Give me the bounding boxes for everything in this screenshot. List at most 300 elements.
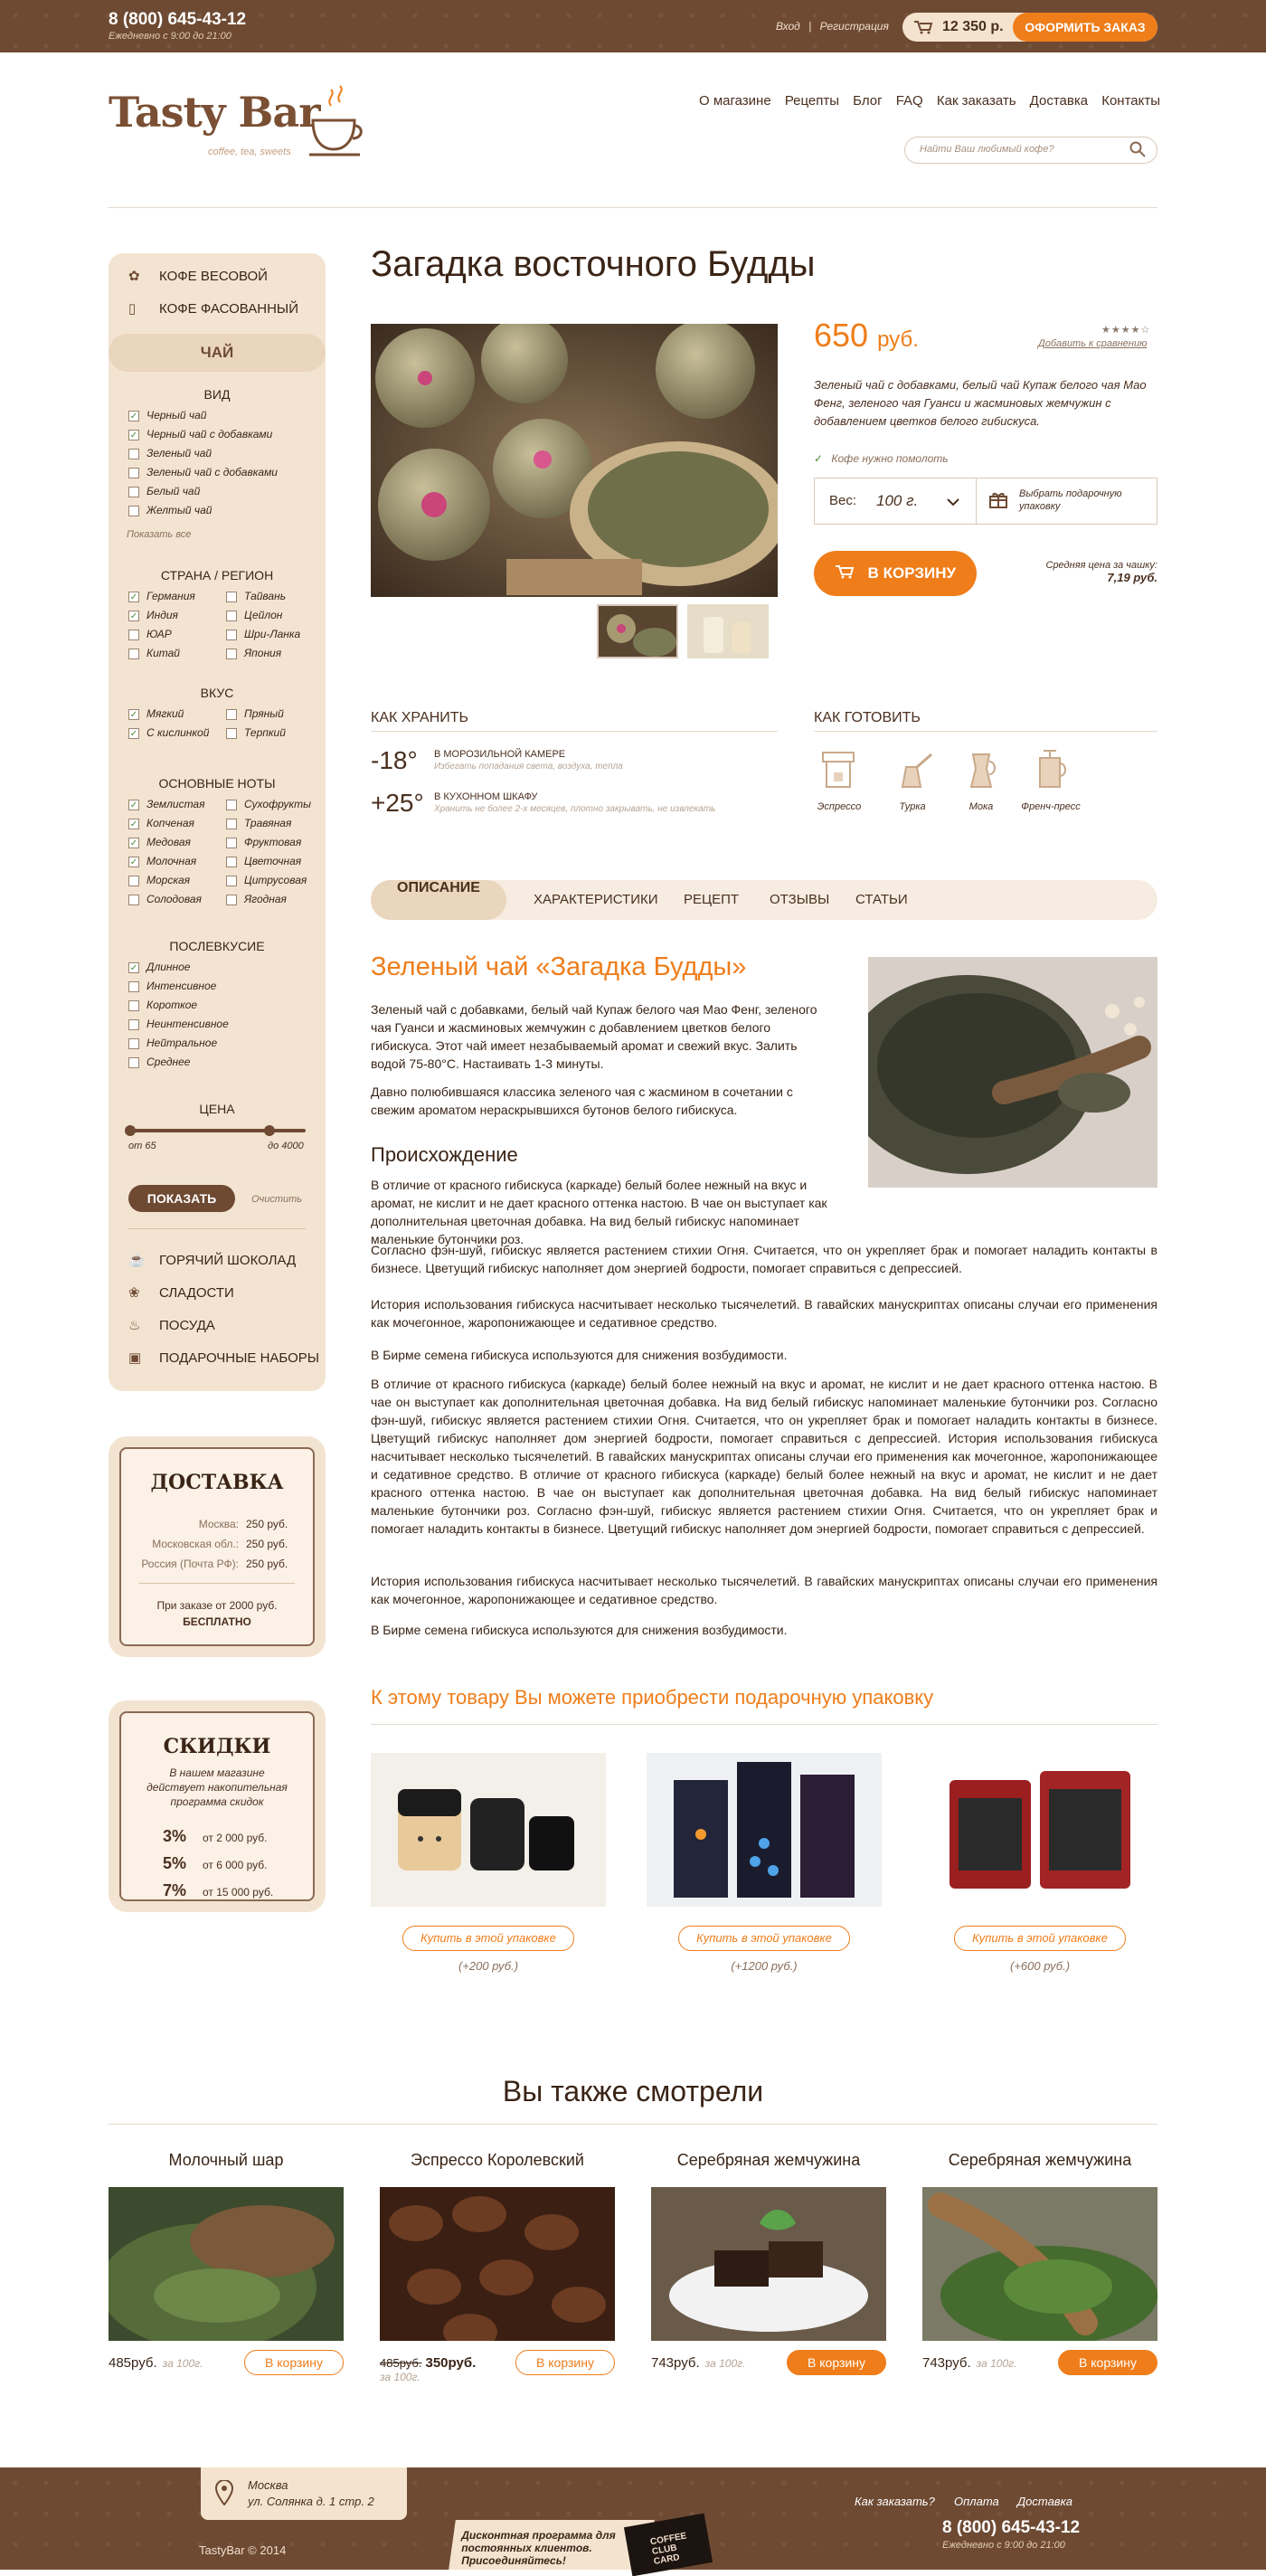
main-nav xyxy=(699,93,1160,113)
checkbox-checked-icon: ✓ xyxy=(129,819,138,829)
checkbox-empty-icon xyxy=(128,506,139,516)
nav-item-contacts[interactable]: Контакты xyxy=(1101,93,1160,109)
weight-divider xyxy=(976,478,977,524)
discounts-box-frame xyxy=(119,1711,315,1901)
filter-checkbox[interactable] xyxy=(226,590,286,602)
gift-icon: ▣ xyxy=(128,1350,142,1366)
sidebar-item-coffee-packed[interactable] xyxy=(128,300,298,317)
checkbox-empty-icon xyxy=(226,819,237,829)
filter-checkbox-label: Морская xyxy=(146,874,191,886)
description-title: Зеленый чай «Загадка Будды» xyxy=(371,952,747,981)
filter-checkbox-label: Индия xyxy=(146,609,178,621)
checkbox-empty-icon xyxy=(128,1038,139,1049)
storage-hint-1: Избегать попадания света, воздуха, тепла xyxy=(434,762,623,772)
delivery-title: ДОСТАВКА xyxy=(150,1471,284,1494)
weight-value: 100 г. xyxy=(876,492,919,509)
checkbox-checked-icon: ✓ xyxy=(129,430,138,440)
product-price xyxy=(814,317,919,355)
filter-aftertaste-title: ПОСЛЕВКУСИЕ xyxy=(169,939,265,953)
product-card-image[interactable] xyxy=(109,2187,344,2341)
discount-threshold: от 15 000 руб. xyxy=(203,1886,274,1899)
checkbox-empty-icon xyxy=(128,895,139,905)
price-slider[interactable] xyxy=(128,1129,306,1132)
delivery-price: 250 руб. xyxy=(246,1558,288,1570)
product-tabs xyxy=(371,880,1157,920)
brew-method-espresso: Эспрессо xyxy=(817,801,862,812)
gift-buy-button-1[interactable]: Купить в этой упаковке xyxy=(402,1926,574,1951)
filter-checkbox-label: Цейлон xyxy=(244,609,283,621)
gift-pack-image-2[interactable] xyxy=(647,1753,882,1907)
checkbox-empty-icon xyxy=(128,487,139,497)
register-link[interactable]: Регистрация xyxy=(819,20,889,33)
discounts-title: СКИДКИ xyxy=(163,1735,271,1758)
checkbox-empty-icon xyxy=(226,838,237,848)
tab-recipe[interactable]: РЕЦЕПТ xyxy=(684,892,740,907)
discount-row xyxy=(163,1854,267,1873)
old-price: 485руб. xyxy=(380,2356,422,2370)
checkbox-empty-icon xyxy=(128,1057,139,1068)
description-p8: История использования гибискуса насчитывает несколько тысячелетий. В гавайских манускриптах описаны случаи его применения как мочегонное, жаропонижающее и седативное средство. xyxy=(371,1574,1157,1606)
filter-checkbox-label: Землистая xyxy=(146,798,205,810)
gift-buy-button-2[interactable]: Купить в этой упаковке xyxy=(678,1926,850,1951)
cup-price xyxy=(995,560,1157,584)
filter-checkbox[interactable] xyxy=(128,726,209,739)
product-card-name[interactable]: Молочный шар xyxy=(168,2151,284,2169)
filter-checkbox[interactable] xyxy=(128,1018,229,1030)
show-all-link[interactable]: Показать все xyxy=(127,529,192,540)
sidebar-item-gift-sets[interactable] xyxy=(128,1350,319,1366)
coffee-pack-icon: ▯ xyxy=(128,301,137,317)
brewing-title: КАК ГОТОВИТЬ xyxy=(814,710,921,725)
filter-checkbox[interactable] xyxy=(128,504,212,516)
header-divider xyxy=(109,207,1157,208)
filter-checkbox-label: Солодовая xyxy=(146,893,202,905)
gift-pack-image-3[interactable] xyxy=(922,1753,1157,1907)
product-card-price xyxy=(380,2355,476,2383)
weight-select[interactable] xyxy=(867,488,967,515)
footer-link-how-to-order[interactable]: Как заказать? xyxy=(855,2495,935,2508)
delivery-row xyxy=(121,1558,313,1570)
also-viewed-title: Вы также смотрели xyxy=(502,2075,764,2107)
filter-checkbox-label: Сухофрукты xyxy=(244,798,311,810)
gift-buy-button-3[interactable]: Купить в этой упаковке xyxy=(954,1926,1126,1951)
tab-characteristics[interactable]: ХАРАКТЕРИСТИКИ xyxy=(534,892,658,907)
login-link[interactable]: Вход xyxy=(776,20,800,33)
turka-icon xyxy=(890,747,935,797)
discount-threshold: от 2 000 руб. xyxy=(203,1832,268,1844)
filter-checkbox-label: Нейтральное xyxy=(146,1037,218,1049)
moka-icon xyxy=(959,747,1004,797)
gift-pack-label: Выбрать подарочную упаковку xyxy=(1019,488,1122,512)
delivery-row xyxy=(121,1538,313,1550)
filter-checkbox-label: Китай xyxy=(146,647,180,659)
checkbox-empty-icon xyxy=(226,649,237,659)
filter-checkbox-label: Терпкий xyxy=(244,726,286,739)
filter-checkbox-label: Мягкий xyxy=(146,707,184,720)
brew-method-moka: Мока xyxy=(968,801,994,812)
gift-price-2: (+1200 руб.) xyxy=(731,1959,798,1973)
rating-stars[interactable]: ★★★★☆ xyxy=(1101,325,1151,336)
product-card-name[interactable]: Серебряная жемчужина xyxy=(948,2151,1132,2169)
filter-checkbox[interactable] xyxy=(226,628,300,640)
filter-checkbox-label: Копченая xyxy=(146,817,194,829)
add-to-cart-button[interactable]: В корзину xyxy=(787,2350,886,2375)
grind-note xyxy=(814,452,949,465)
origin-title: Происхождение xyxy=(371,1143,518,1166)
delivery-box xyxy=(109,1436,326,1657)
address-box xyxy=(201,2467,407,2520)
french-press-icon xyxy=(1029,747,1074,797)
filter-checkbox[interactable] xyxy=(128,874,190,886)
storage-hint-2: Хранить не более 2-х месяцев, плотно закрывать, не извлекать xyxy=(434,804,716,814)
price-to: до 4000 xyxy=(268,1141,304,1151)
filter-type-title: ВИД xyxy=(203,387,231,402)
nav-item-how-to-order[interactable]: Как заказать xyxy=(936,93,1016,109)
filter-checkbox-label: Цветочная xyxy=(244,855,302,867)
price-per: за 100г. xyxy=(976,2357,1017,2370)
sidebar-item-label: КОФЕ ФАСОВАННЫЙ xyxy=(159,301,298,317)
filter-checkbox-label: Пряный xyxy=(244,707,284,720)
checkbox-checked-icon: ✓ xyxy=(129,838,138,848)
sidebar-item-label: СЛАДОСТИ xyxy=(159,1285,234,1301)
price-value: 485руб. xyxy=(109,2355,157,2371)
filter-checkbox-label: Шри-Ланка xyxy=(244,628,301,640)
checkbox-empty-icon xyxy=(226,728,237,739)
top-bar xyxy=(0,0,1266,52)
checkbox-empty-icon xyxy=(128,1019,139,1030)
product-thumb-2[interactable] xyxy=(687,604,769,658)
footer-address: ул. Солянка д. 1 стр. 2 xyxy=(248,2495,374,2508)
filter-checkbox[interactable] xyxy=(128,999,197,1011)
checkbox-empty-icon xyxy=(226,800,237,810)
footer-link-delivery[interactable]: Доставка xyxy=(1017,2495,1072,2508)
filter-checkbox-label: Германия xyxy=(146,590,195,602)
storage-temp-2: +25° xyxy=(371,789,424,817)
footer-hours: Ежедневно с 9:00 до 21:00 xyxy=(942,2540,1065,2551)
gift-divider xyxy=(371,1724,1157,1725)
price-value: 350руб. xyxy=(425,2355,477,2371)
weight-label: Вес: xyxy=(829,493,857,508)
product-card-image[interactable] xyxy=(651,2187,886,2341)
filter-checkbox[interactable] xyxy=(128,855,196,867)
product-card-image[interactable] xyxy=(380,2187,615,2341)
map-pin-icon xyxy=(215,2480,233,2510)
filter-checkbox[interactable] xyxy=(226,707,284,720)
sidebar-item-label: ГОРЯЧИЙ ШОКОЛАД xyxy=(159,1253,297,1268)
filter-checkbox[interactable] xyxy=(128,647,180,659)
cup-icon xyxy=(306,84,369,170)
price-slider-min-handle[interactable] xyxy=(125,1125,136,1136)
sidebar-item-hot-chocolate[interactable] xyxy=(128,1252,296,1268)
sidebar-item-coffee-bulk[interactable] xyxy=(128,268,268,284)
filter-checkbox-label: Медовая xyxy=(146,836,191,848)
add-to-cart-label: В КОРЗИНУ xyxy=(867,564,957,582)
gift-icon xyxy=(988,489,1008,514)
product-photo[interactable] xyxy=(371,324,778,597)
storage-place-1: В МОРОЗИЛЬНОЙ КАМЕРЕ xyxy=(434,749,566,760)
price-value: 650 xyxy=(814,317,869,354)
footer-link-payment[interactable]: Оплата xyxy=(954,2495,999,2508)
storage-temp-1: -18° xyxy=(371,746,418,774)
filter-checkbox-label: Короткое xyxy=(146,999,198,1011)
delivery-free: БЕСПЛАТНО xyxy=(183,1615,251,1628)
filter-checkbox[interactable] xyxy=(128,628,172,640)
filter-checkbox[interactable] xyxy=(128,609,178,621)
filter-checkbox-label: Ягодная xyxy=(244,893,287,905)
delivery-note: При заказе от 2000 руб. xyxy=(156,1599,278,1612)
club-card-text: COFFEE CLUB CARD xyxy=(649,2531,688,2567)
cart-sum: 12 350 р. xyxy=(942,19,1004,34)
copyright: TastyBar © 2014 xyxy=(199,2543,287,2557)
checkbox-checked-icon: ✓ xyxy=(129,411,138,421)
filter-checkbox-label: Желтый чай xyxy=(146,504,213,516)
filter-checkbox-label: Черный чай с добавками xyxy=(146,428,273,440)
filter-checkbox-label: Длинное xyxy=(146,961,191,973)
sidebar-item-label: ПОДАРОЧНЫЕ НАБОРЫ xyxy=(159,1350,320,1366)
filter-checkbox[interactable] xyxy=(128,798,205,810)
filter-checkbox-label: Тайвань xyxy=(244,590,287,602)
description-p5: История использования гибискуса насчитывает несколько тысячелетий. В гавайских манускриптах описаны случаи его применения как мочегонное, жаропонижающее и седативное средство. xyxy=(371,1297,1157,1330)
filter-checkbox[interactable] xyxy=(128,836,191,848)
sidebar-item-tea[interactable]: ЧАЙ xyxy=(109,334,326,372)
filter-taste-title: ВКУС xyxy=(200,686,234,700)
cup-icon: ♨ xyxy=(128,1318,141,1333)
show-results-button[interactable]: ПОКАЗАТЬ xyxy=(128,1185,235,1212)
checkbox-empty-icon xyxy=(226,709,237,720)
filter-checkbox-label: Цитрусовая xyxy=(244,874,307,886)
checkbox-empty-icon xyxy=(128,468,139,478)
tab-description[interactable]: ОПИСАНИЕ xyxy=(371,880,506,920)
description-p4: Согласно фэн-шуй, гибискус является растением стихии Огня. Считается, что он укрепляет брак и помогает наладить контакты в бизнесе. Цветущий гибискус наполняет дом энергией бодрости, помогает справиться с депрессией. xyxy=(371,1243,1157,1275)
filter-checkbox[interactable] xyxy=(226,874,307,886)
tab-reviews[interactable]: ОТЗЫВЫ xyxy=(770,892,830,907)
brewing-divider xyxy=(814,731,1157,732)
filter-checkbox-label: Неинтенсивное xyxy=(146,1018,229,1030)
filter-checkbox-label: Фруктовая xyxy=(244,836,302,848)
grind-note-text: Кофе нужно помолоть xyxy=(831,452,949,465)
discount-percent: 3% xyxy=(163,1827,187,1845)
search-input[interactable] xyxy=(904,137,1157,164)
filter-checkbox[interactable] xyxy=(226,817,291,829)
checkout-button[interactable]: ОФОРМИТЬ ЗАКАЗ xyxy=(1013,13,1157,42)
cart-summary[interactable] xyxy=(902,13,1157,42)
checkbox-empty-icon xyxy=(128,1000,139,1011)
price-from: от 65 xyxy=(128,1141,156,1151)
filter-checkbox[interactable] xyxy=(128,707,184,720)
filter-checkbox-label: ЮАР xyxy=(146,628,172,640)
checkbox-empty-icon xyxy=(226,876,237,886)
discount-percent: 5% xyxy=(163,1854,187,1872)
filter-checkbox[interactable] xyxy=(128,980,216,992)
delivery-place: Московская обл.: xyxy=(152,1538,239,1550)
chevron-down-icon xyxy=(947,495,959,511)
header-phone[interactable]: 8 (800) 645-43-12 xyxy=(109,10,247,29)
sidebar-item-tableware[interactable] xyxy=(128,1317,215,1333)
checkbox-checked-icon: ✓ xyxy=(129,800,138,810)
header-hours: Ежедневно с 9:00 до 21:00 xyxy=(109,31,231,42)
checkbox-empty-icon xyxy=(226,857,237,867)
checkbox-empty-icon xyxy=(226,611,237,621)
discount-row xyxy=(163,1881,273,1900)
check-icon: ✓ xyxy=(814,452,824,465)
filter-checkbox[interactable] xyxy=(128,1037,217,1049)
footer-city: Москва xyxy=(248,2478,288,2492)
product-thumb-1[interactable] xyxy=(597,604,678,658)
add-to-cart-button[interactable] xyxy=(814,551,977,596)
filter-checkbox[interactable] xyxy=(128,466,278,478)
filter-checkbox[interactable] xyxy=(128,409,206,421)
filter-checkbox[interactable] xyxy=(128,961,190,973)
nav-item-about[interactable]: О магазине xyxy=(699,93,771,109)
brew-method-turka: Турка xyxy=(899,801,926,812)
filter-checkbox-label: Интенсивное xyxy=(146,980,217,992)
weight-selector xyxy=(814,478,1157,525)
filter-price-title: ЦЕНА xyxy=(199,1102,235,1116)
checkbox-empty-icon xyxy=(128,876,139,886)
description-p2: Давно полюбившаяся классика зеленого чая с жасмином в сочетании с свежим ароматом нераскрывшихся бутонов белого гибискуса. xyxy=(371,1084,793,1117)
discounts-box xyxy=(109,1700,326,1912)
delivery-place: Москва: xyxy=(198,1518,239,1530)
description-p6: В Бирме семена гибискуса используются для снижения возбудимости. xyxy=(371,1348,788,1362)
discount-threshold: от 6 000 руб. xyxy=(203,1859,268,1871)
product-card-price xyxy=(109,2355,203,2371)
description-p9: В Бирме семена гибискуса используются для снижения возбудимости. xyxy=(371,1623,788,1637)
gift-price-3: (+600 руб.) xyxy=(1009,1959,1071,1973)
discount-percent: 7% xyxy=(163,1881,187,1899)
delivery-price: 250 руб. xyxy=(246,1538,288,1550)
product-short-description: Зеленый чай с добавками, белый чай Купаж белого чая Мао Фенг, зеленого чая Гуанси и жасминовых жемчужин с добавлением цветков белого гибискуса. xyxy=(814,378,1147,428)
footer-phone[interactable]: 8 (800) 645-43-12 xyxy=(942,2518,1081,2537)
brew-method-french-press: Френч-пресс xyxy=(1021,801,1081,812)
price-unit: руб. xyxy=(877,327,919,352)
filter-checkbox[interactable] xyxy=(226,855,301,867)
filter-checkbox-label: Япония xyxy=(244,647,282,659)
filter-checkbox[interactable] xyxy=(128,447,212,459)
filter-checkbox[interactable] xyxy=(128,428,272,440)
candy-icon: ❀ xyxy=(128,1285,140,1301)
delivery-place: Россия (Почта РФ): xyxy=(141,1558,239,1570)
filter-checkbox[interactable] xyxy=(128,1056,190,1068)
filter-checkbox[interactable] xyxy=(128,817,194,829)
filter-checkbox-label: С кислинкой xyxy=(146,726,210,739)
checkbox-checked-icon: ✓ xyxy=(129,857,138,867)
logo-tagline: coffee, tea, sweets xyxy=(208,147,291,157)
storage-title: КАК ХРАНИТЬ xyxy=(371,710,469,725)
add-to-compare-link[interactable]: Добавить к сравнению xyxy=(1038,338,1148,349)
add-to-cart-button[interactable]: В корзину xyxy=(244,2350,344,2375)
storage-place-2: В КУХОННОМ ШКАФУ xyxy=(434,791,538,802)
nav-item-blog[interactable]: Блог xyxy=(853,93,883,109)
filter-checkbox-label: Среднее xyxy=(146,1056,191,1068)
sidebar-item-label: КОФЕ ВЕСОВОЙ xyxy=(159,269,268,284)
price-slider-max-handle[interactable] xyxy=(264,1125,275,1136)
price-per: за 100г. xyxy=(162,2357,203,2370)
also-viewed-divider xyxy=(109,2124,1157,2125)
filter-checkbox[interactable] xyxy=(128,485,200,497)
espresso-icon xyxy=(816,747,861,797)
filter-checkbox[interactable] xyxy=(226,647,281,659)
sidebar-item-label: ПОСУДА xyxy=(159,1318,215,1333)
filter-checkbox[interactable] xyxy=(128,590,195,602)
search-icon[interactable] xyxy=(1129,141,1146,162)
description-p7: В отличие от красного гибискуса (каркаде) белый более нежный на вкус и аромат, не кислит и не дает красного оттенка настою. В чае он выступает как дополнительная цветочная добавка. На вид белый гибискус напоминает маленькие бутончики роз. Согласно фэн-шуй, гибискус является растением стихии Огня. Считается, что он укрепляет брак и помогает наладить контакты в бизнесе. Цветущий гибискус наполняет дом энергией бодрости, помогает справиться с депрессией. История использования гибискуса насчитывает несколько тысячелетий. В гавайских манускриптах описаны случаи его применения как мочегонное, жаропонижающее и седативное средство. В отличие от красного гибискуса (каркаде) белый более нежный на вкус и аромат, не кислит и не дает красного оттенка настою. В чае он выступает как дополнительная цветочная добавка. На вид белый гибискус напоминает маленькие бутончики роз. Согласно фэн-шуй, гибискус является растением стихии Огня. Считается, что он укрепляет брак и помогает наладить контакты в бизнесе. Цветущий гибискус наполняет дом энергией бодрости, помогает справиться с депрессией. xyxy=(371,1377,1157,1536)
cup-price-value: 7,19 руб. xyxy=(1107,571,1157,584)
filter-checkbox-label: Белый чай xyxy=(146,485,201,497)
logo-name: Tasty Bar xyxy=(109,88,320,137)
auth-divider: | xyxy=(808,20,812,33)
filter-checkbox-label: Зеленый чай xyxy=(146,447,213,459)
coffee-beans-icon: ✿ xyxy=(128,269,140,284)
price-value: 743руб. xyxy=(922,2355,971,2371)
filter-checkbox-label: Травяная xyxy=(244,817,292,829)
sidebar-item-sweets[interactable] xyxy=(128,1284,234,1301)
gift-pack-image-1[interactable] xyxy=(371,1753,606,1907)
add-to-cart-button[interactable]: В корзину xyxy=(1058,2350,1157,2375)
checkbox-empty-icon xyxy=(128,449,139,459)
checkbox-checked-icon: ✓ xyxy=(129,962,138,973)
product-card-name[interactable]: Эспрессо Королевский xyxy=(411,2151,584,2169)
nav-item-delivery[interactable]: Доставка xyxy=(1029,93,1089,109)
filter-country-title: СТРАНА / РЕГИОН xyxy=(160,568,274,582)
sidebar xyxy=(109,253,326,1391)
gift-section-title: К этому товару Вы можете приобрести подарочную упаковку xyxy=(371,1686,934,1709)
product-card-image[interactable] xyxy=(922,2187,1157,2341)
checkbox-checked-icon: ✓ xyxy=(129,709,138,720)
checkbox-checked-icon: ✓ xyxy=(129,592,138,602)
checkbox-empty-icon xyxy=(226,895,237,905)
filter-checkbox-label: Зеленый чай с добавками xyxy=(146,466,278,478)
cart-icon xyxy=(913,20,933,39)
logo[interactable] xyxy=(109,84,371,175)
filter-checkbox[interactable] xyxy=(226,893,287,905)
discounts-note: В нашем магазине действует накопительная программа скидок xyxy=(146,1766,288,1808)
price-per: за 100г. xyxy=(380,2371,420,2383)
description-p3: В отличие от красного гибискуса (каркаде) белый более нежный на вкус и аромат, не кислит и не дает красного оттенка настою. В чае он выступает как дополнительная цветочная добавка. На вид белый гибискус напоминает маленькие бутончики роз. xyxy=(371,1178,827,1246)
price-value: 743руб. xyxy=(651,2355,700,2371)
search-placeholder: Найти Ваш любимый кофе? xyxy=(920,144,1054,155)
sidebar-divider xyxy=(128,1228,306,1229)
filter-checkbox[interactable] xyxy=(226,726,286,739)
price-per: за 100г. xyxy=(704,2357,746,2370)
product-card-price xyxy=(922,2355,1016,2371)
description-p1: Зеленый чай с добавками, белый чай Купаж белого чая Мао Фенг, зеленого чая Гуанси и жасминовых жемчужин с добавлением цветков белого гибискуса. Этот чай имеет незабываемый аромат и свежий вкус. Залить водой 75-80°С. Настаивать 1-3 минуты. xyxy=(371,1002,817,1071)
checkbox-empty-icon xyxy=(128,649,139,659)
filter-checkbox[interactable] xyxy=(226,798,311,810)
auth-links xyxy=(776,20,889,33)
tab-articles[interactable]: СТАТЬИ xyxy=(855,892,908,907)
filter-notes-title: ОСНОВНЫЕ НОТЫ xyxy=(158,776,276,791)
cart-icon xyxy=(835,565,859,582)
storage-divider xyxy=(371,731,778,732)
checkbox-empty-icon xyxy=(128,981,139,992)
gift-price-1: (+200 руб.) xyxy=(458,1959,519,1973)
clear-filters-link[interactable]: Очистить xyxy=(251,1194,303,1205)
nav-item-faq[interactable]: FAQ xyxy=(895,93,923,109)
delivery-divider xyxy=(139,1583,295,1584)
checkbox-empty-icon xyxy=(226,630,237,640)
gift-pack-option[interactable] xyxy=(978,478,1157,524)
footer xyxy=(0,2467,1266,2570)
filter-checkbox[interactable] xyxy=(128,893,202,905)
product-card-name[interactable]: Серебряная жемчужина xyxy=(676,2151,861,2169)
checkbox-checked-icon: ✓ xyxy=(129,728,138,739)
filter-checkbox[interactable] xyxy=(226,609,282,621)
nav-item-recipes[interactable]: Рецепты xyxy=(784,93,840,109)
add-to-cart-button[interactable]: В корзину xyxy=(515,2350,615,2375)
filter-checkbox-label: Черный чай xyxy=(146,409,207,421)
checkbox-empty-icon xyxy=(226,592,237,602)
filter-checkbox[interactable] xyxy=(226,836,301,848)
